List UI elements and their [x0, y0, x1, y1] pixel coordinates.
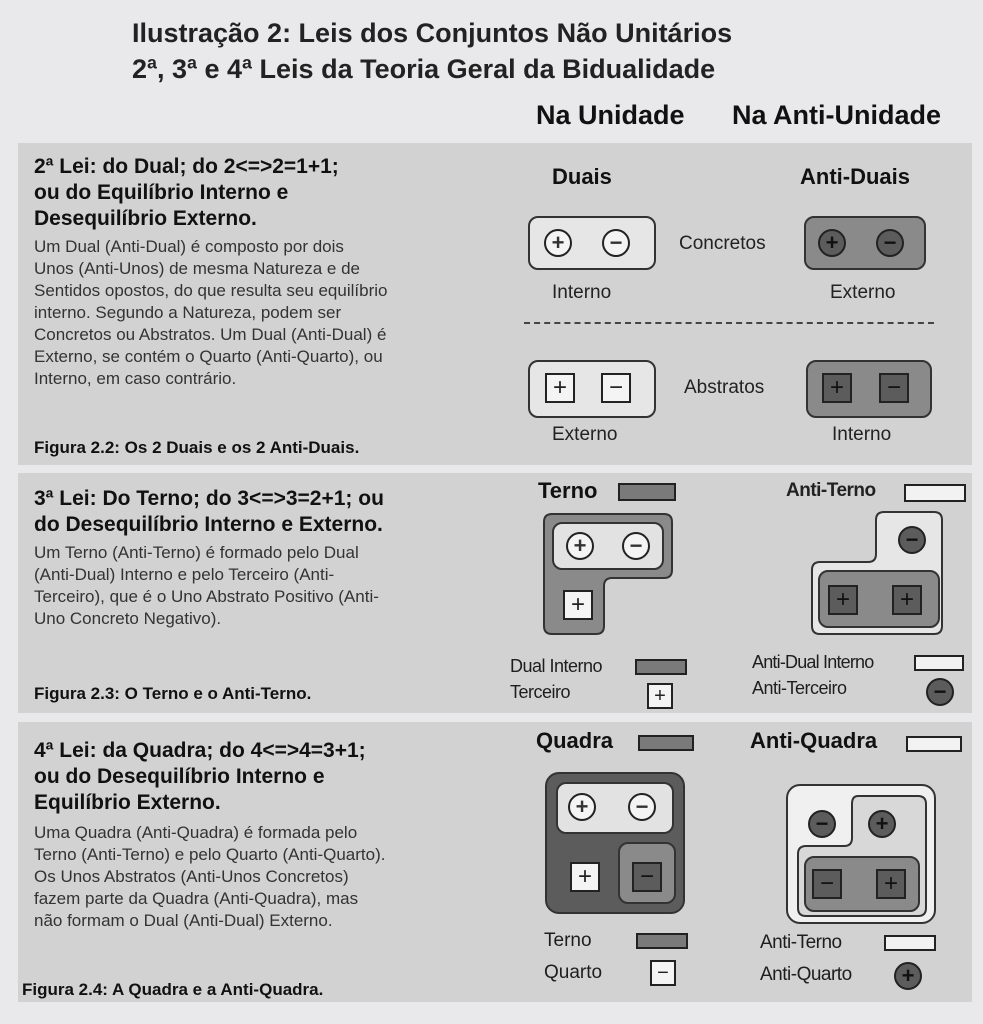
minus-dark-circle-icon: − — [926, 678, 954, 706]
plus-square-icon: + — [563, 590, 593, 620]
interno-label-bottom: Interno — [832, 424, 892, 445]
anti-quadra-swatch — [906, 736, 962, 752]
minus-dark-square-icon: − — [812, 869, 842, 899]
duais-label: Duais — [552, 164, 612, 189]
minus-square-icon: − — [650, 960, 676, 986]
figure-2-4-caption: Figura 2.4: A Quadra e a Anti-Quadra. — [22, 980, 324, 999]
law2-body-line: interno. Segundo a Natureza, podem ser — [34, 303, 342, 322]
law2-body-line: Externo, se contém o Quarto (Anti-Quarto), ou — [34, 347, 383, 366]
legend-quarto: Quarto — [544, 962, 603, 983]
anti-terno-label: Anti-Terno — [786, 480, 876, 501]
figure-2-2-caption: Figura 2.2: Os 2 Duais e os 2 Anti-Duais. — [34, 438, 360, 457]
minus-dark-circle-icon: − — [876, 229, 904, 257]
law4-body-line: não formam o Dual (Anti-Dual) Externo. — [34, 911, 333, 930]
law4-body-line: Uma Quadra (Anti-Quadra) é formada pelo — [34, 823, 358, 842]
plus-dark-circle-icon: + — [894, 962, 922, 990]
legend-terno-swatch — [636, 933, 688, 949]
terno-label: Terno — [538, 478, 598, 503]
law3-body-line: (Anti-Dual) Interno e pelo Terceiro (Anti- — [34, 565, 335, 584]
legend-terceiro: Terceiro — [510, 682, 571, 702]
law4-body-line: Os Unos Abstratos (Anti-Unos Concretos) — [34, 867, 349, 886]
plus-dark-circle-icon: + — [818, 229, 846, 257]
law3-body-line: Terceiro), que é o Uno Abstrato Positivo (Anti- — [34, 587, 379, 606]
law4-body — [34, 822, 504, 932]
minus-circle-icon: − — [628, 793, 656, 821]
minus-dark-circle-icon: − — [898, 526, 926, 554]
anti-terno-swatch — [904, 484, 966, 502]
externo-label-bottom: Externo — [552, 424, 618, 445]
plus-dark-square-icon: + — [892, 585, 922, 615]
legend-anti-terno-swatch — [884, 935, 936, 951]
law2-body-line: Interno, em caso contrário. — [34, 369, 237, 388]
law2-heading-line1: 2ª Lei: do Dual; do 2<=>2=1+1; — [34, 155, 339, 178]
legend-anti-quarto: Anti-Quarto — [760, 964, 852, 985]
abstratos-label: Abstratos — [684, 377, 765, 398]
law3-body — [34, 542, 504, 630]
interno-label-top: Interno — [552, 282, 612, 303]
column-head-anti: Na Anti-Unidade — [732, 100, 941, 130]
externo-label-top: Externo — [830, 282, 896, 303]
minus-dark-square-icon: − — [632, 862, 662, 892]
terno-swatch — [618, 483, 676, 501]
plus-square-icon: + — [545, 373, 575, 403]
law3-heading-line2: do Desequilíbrio Interno e Externo. — [34, 513, 383, 536]
quadra-label: Quadra — [536, 728, 614, 753]
plus-dark-square-icon: + — [822, 373, 852, 403]
law2-body-line: Sentidos opostos, do que resulta seu equilíbrio — [34, 281, 388, 300]
minus-dark-circle-icon: − — [808, 810, 836, 838]
minus-dark-square-icon: − — [879, 373, 909, 403]
legend-terno: Terno — [544, 930, 592, 951]
plus-circle-icon: + — [568, 793, 596, 821]
anti-duais-label: Anti-Duais — [800, 164, 910, 189]
plus-dark-square-icon: + — [828, 585, 858, 615]
law2-body-line: Concretos ou Abstratos. Um Dual (Anti-Dual) é — [34, 325, 387, 344]
column-head-unit: Na Unidade — [536, 100, 685, 130]
dashed-divider — [524, 322, 934, 324]
illustration-title-line2: 2ª, 3ª e 4ª Leis da Teoria Geral da Bidualidade — [132, 54, 716, 84]
law4-heading-line3: Equilíbrio Externo. — [34, 791, 221, 814]
dual-interno-swatch — [635, 659, 687, 675]
illustration-title-line1: Ilustração 2: Leis dos Conjuntos Não Unitários — [132, 18, 733, 48]
quadra-swatch — [638, 735, 694, 751]
law2-heading-line2: ou do Equilíbrio Interno e — [34, 181, 289, 204]
law4-heading-line2: ou do Desequilíbrio Interno e — [34, 765, 325, 788]
law2-heading-line3: Desequilíbrio Externo. — [34, 207, 257, 230]
legend-anti-terno: Anti-Terno — [760, 932, 842, 953]
law4-body-line: fazem parte da Quadra (Anti-Quadra), mas — [34, 889, 359, 908]
law3-body-line: Um Terno (Anti-Terno) é formado pelo Dual — [34, 543, 359, 562]
law4-heading-line1: 4ª Lei: da Quadra; do 4<=>4=3+1; — [34, 739, 366, 762]
anti-dual-interno-swatch — [914, 655, 964, 671]
concretos-label: Concretos — [679, 233, 766, 254]
legend-anti-terceiro: Anti-Terceiro — [752, 678, 847, 698]
minus-square-icon: − — [601, 373, 631, 403]
plus-dark-circle-icon: + — [868, 810, 896, 838]
plus-square-icon: + — [570, 862, 600, 892]
plus-square-icon: + — [647, 683, 673, 709]
minus-circle-icon: − — [622, 532, 650, 560]
law4-body-line: Terno (Anti-Terno) e pelo Quarto (Anti-Quarto). — [34, 845, 386, 864]
plus-circle-icon: + — [544, 229, 572, 257]
law2-body-line: Unos (Anti-Unos) de mesma Natureza e de — [34, 259, 360, 278]
legend-dual-interno: Dual Interno — [510, 656, 603, 676]
minus-circle-icon: − — [602, 229, 630, 257]
anti-quadra-label: Anti-Quadra — [750, 728, 878, 753]
law3-heading-line1: 3ª Lei: Do Terno; do 3<=>3=2+1; ou — [34, 487, 384, 510]
legend-anti-dual-interno: Anti-Dual Interno — [752, 652, 874, 672]
law3-body-line: Uno Concreto Negativo). — [34, 609, 222, 628]
plus-circle-icon: + — [566, 532, 594, 560]
plus-dark-square-icon: + — [876, 869, 906, 899]
law2-body — [34, 236, 504, 390]
law2-body-line: Um Dual (Anti-Dual) é composto por dois — [34, 237, 344, 256]
figure-2-3-caption: Figura 2.3: O Terno e o Anti-Terno. — [34, 684, 312, 703]
